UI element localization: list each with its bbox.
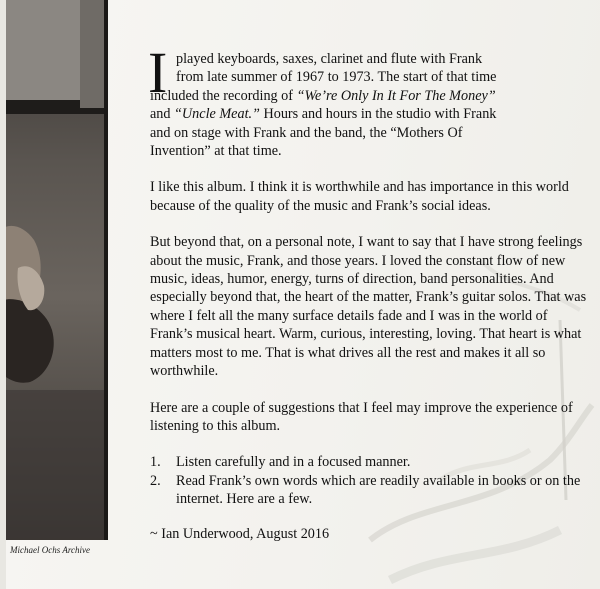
list-text: Listen carefully and in a focused manner.: [176, 454, 411, 471]
drop-cap: I: [148, 40, 168, 105]
photo-credit-caption: Michael Ochs Archive: [10, 545, 90, 555]
page-edge: [0, 0, 6, 589]
list-item: [150, 472, 590, 509]
intro-line-1: played keyboards, saxes, clarinet and flute with Frank: [176, 51, 483, 67]
intro-line-3: [150, 87, 590, 105]
paragraph-suggestions: Here are a couple of suggestions that I feel may improve the experience of listening to this album.: [150, 399, 573, 434]
paragraph-importance: I like this album. I think it is worthwhile and has importance in this world because of the quality of the music and Frank’s social ideas.: [150, 179, 569, 214]
archive-photo: [0, 0, 108, 540]
album-title-uncle-meat: “Uncle Meat.”: [174, 106, 260, 123]
intro-line-6: Invention” at that time.: [150, 143, 282, 160]
letter-body: [148, 40, 590, 543]
paragraph-personal-note: But beyond that, on a personal note, I want to say that I have strong feelings about the music, Frank, and those years. I loved the constant flow of new music, ideas, humor, energy, turns of direction, band personalities. And especially beyond that, the heart of the matter, Frank’s guitar solos. That was where I felt all the many surface details fade and I was in the world of Frank’s musical heart. Warm, curious, interesting, loving. That heart is what matters most to me. That is what drives all the rest and makes it all so worthwhile.: [150, 234, 587, 380]
list-item: [150, 453, 590, 471]
list-number: 1.: [150, 454, 161, 471]
intro-line-5: and on stage with Frank and the band, the “Mothers Of: [150, 124, 463, 141]
album-title-money: “We’re Only In It For The Money”: [296, 87, 496, 104]
intro-line-4: [150, 105, 590, 123]
paragraph-intro: [148, 40, 590, 160]
suggestion-list: [150, 453, 590, 508]
list-text: Read Frank’s own words which are readily available in books or on the internet. Here are a few.: [176, 472, 581, 508]
signature: ~ Ian Underwood, August 2016: [150, 525, 330, 542]
intro-line-3-text: included the recording of: [150, 87, 297, 104]
intro-line-2: from late summer of 1967 to 1973. The start of that time: [176, 69, 497, 86]
intro-line-4-pre: and: [150, 106, 175, 123]
intro-line-4-post: Hours and hours in the studio with Frank: [259, 106, 497, 123]
list-number: 2.: [150, 472, 161, 489]
